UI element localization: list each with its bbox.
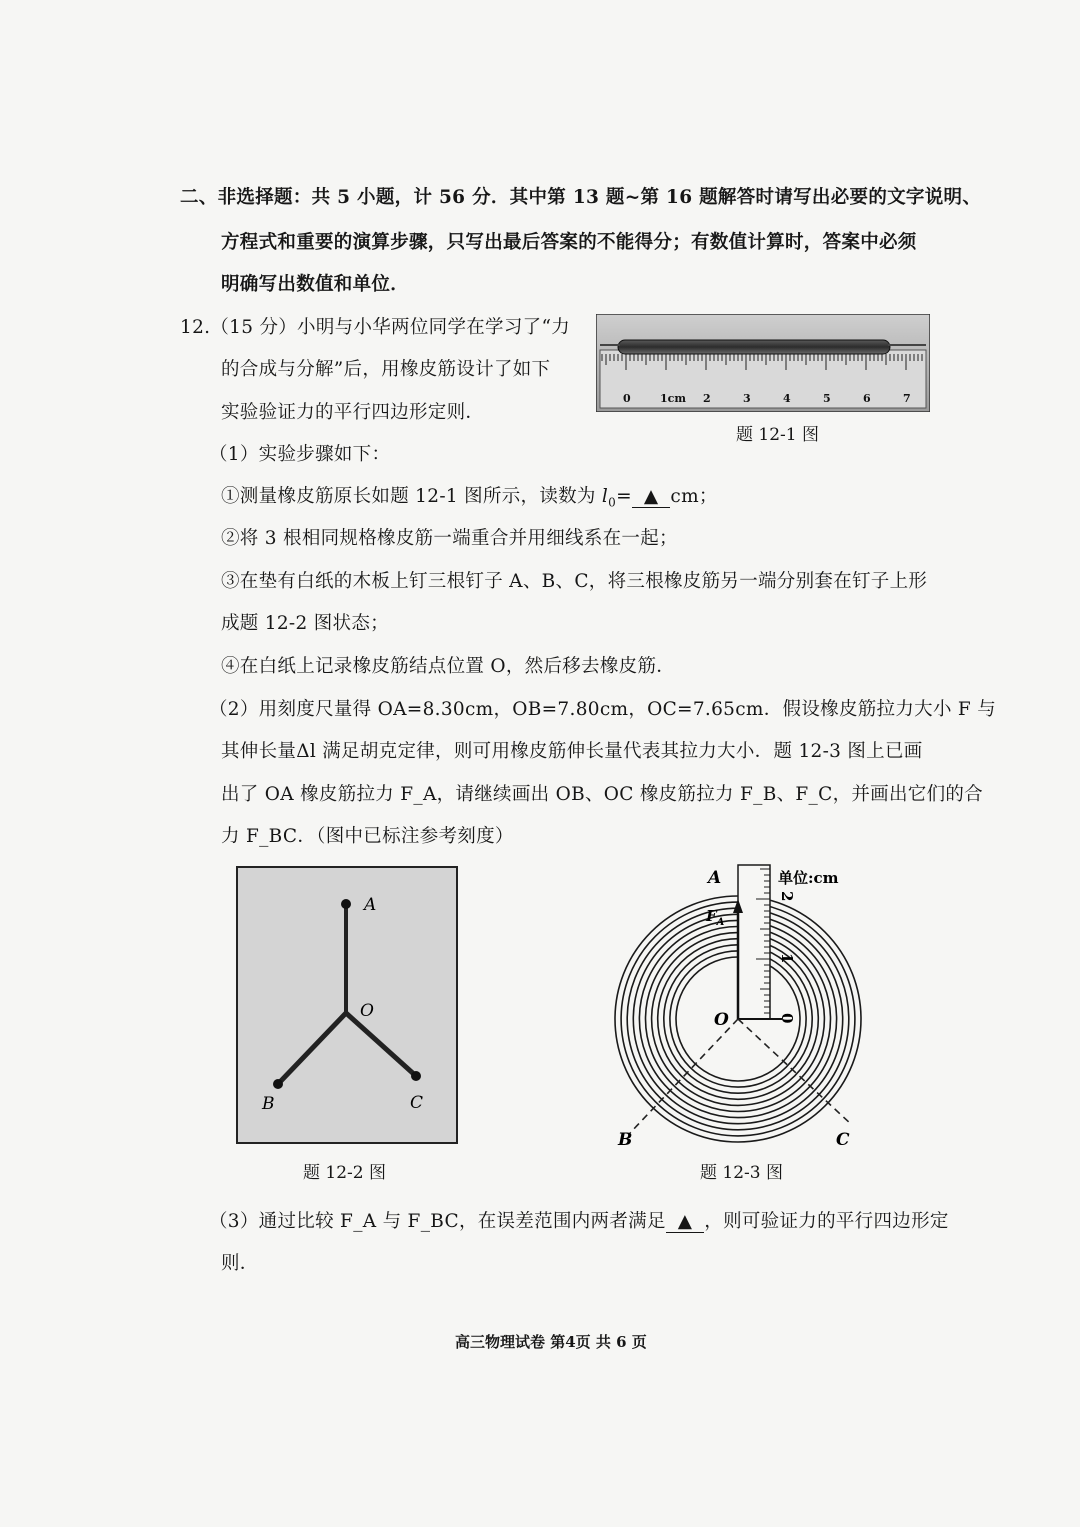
rubber-band [618,340,890,354]
section-heading-line3: 明确写出数值和单位． [221,274,410,295]
section-heading-line1: 二、非选择题：共 5 小题，计 56 分．其中第 13 题~第 16 题解答时请写出必要的文字说明、 [180,187,982,208]
unit-label: 单位:cm [778,869,839,887]
part3-line1 [209,1207,949,1233]
question-intro-line3: 实验验证力的平行四边形定则． [221,402,485,423]
nail-B [273,1079,283,1089]
figure-12-1-caption: 题 12-1 图 [736,425,819,445]
step1-text: ①测量橡皮筋原长如题 12-1 图所示，读数为 [221,486,602,507]
scale-label-1: 1 [778,953,796,964]
step3-line1: ③在垫有白纸的木板上钉三根钉子 A、B、C，将三根橡皮筋另一端分别套在钉子上形 [221,571,928,592]
question-number: 12. [180,317,211,338]
step3-line2: 成题 12-2 图状态； [221,613,389,634]
question-intro-text1: （15 分）小明与小华两位同学在学习了“力 [210,317,571,338]
nail-A [341,899,351,909]
answer-blank-2[interactable]: ▲ [666,1212,705,1233]
nail-C [411,1071,421,1081]
part3-text: （3）通过比较 F_A 与 F_BC，在误差范围内两者满足 [209,1211,666,1232]
step2-line: ②将 3 根相同规格橡皮筋一端重合并用细线系在一起； [221,528,678,549]
part3-suffix: ，则可验证力的平行四边形定 [704,1211,949,1232]
step1-variable: l [601,486,609,507]
step1-equals: = [616,486,632,507]
ruler-tick-label: 5 [823,392,831,405]
figure-12-3-caption: 题 12-3 图 [700,1163,783,1183]
label-C: C [410,1093,424,1113]
ruler-tick-label: 0 [623,392,631,405]
question-intro-line2: 的合成与分解”后，用橡皮筋设计了如下 [221,359,551,380]
figure-12-2-photo [236,866,458,1144]
answer-blank-1[interactable]: ▲ [632,487,671,508]
page-footer: 高三物理试卷 第4页 共 6 页 [455,1333,647,1351]
part2-line2: 其伸长量Δl 满足胡克定律，则可用橡皮筋伸长量代表其拉力大小．题 12-3 图上已画 [221,741,923,762]
ruler-tick-label: 6 [863,392,871,405]
part1-title: （1）实验步骤如下： [209,444,391,465]
label-C: C [836,1130,850,1150]
section-heading-line2: 方程式和重要的演算步骤，只写出最后答案的不能得分；有数值计算时，答案中必须 [221,232,917,253]
label-A: A [708,868,722,888]
label-A: A [364,895,377,915]
figure-12-1-ruler-photo [596,314,930,412]
part2-line4: 力 F_BC．（图中已标注参考刻度） [221,826,514,847]
ruler-tick-label: 7 [903,392,911,405]
ruler-tick-label: 2 [703,392,711,405]
label-B: B [262,1094,275,1114]
scale-ruler [738,865,770,1019]
step1-unit: cm； [670,486,718,507]
label-B: B [618,1130,633,1150]
scale-label-2: 2 [778,891,796,902]
question-intro-line1 [180,313,570,339]
label-O: O [714,1010,729,1030]
figure-12-2-caption: 题 12-2 图 [303,1163,386,1183]
label-FA: $F_A$ [706,907,725,928]
part3-line2: 则． [221,1253,259,1274]
step1-line [221,482,718,510]
part2-line1: （2）用刻度尺量得 OA=8.30cm，OB=7.80cm，OC=7.65cm．假设橡皮筋拉力大小 F 与 [209,699,997,720]
figure-12-3-diagram [600,855,880,1155]
part2-line3: 出了 OA 橡皮筋拉力 F_A，请继续画出 OB、OC 橡皮筋拉力 F_B、F_C，并画出它们的合 [221,784,983,805]
scale-label-0: 0 [778,1013,796,1024]
ruler-tick-label: 3 [743,392,751,405]
ruler-tick-label: 4 [783,392,791,405]
ruler-tick-label: 1cm [660,392,686,405]
step1-subscript: 0 [608,495,617,510]
label-O: O [360,1001,374,1021]
step4-line: ④在白纸上记录橡皮筋结点位置 O，然后移去橡皮筋． [221,656,676,677]
